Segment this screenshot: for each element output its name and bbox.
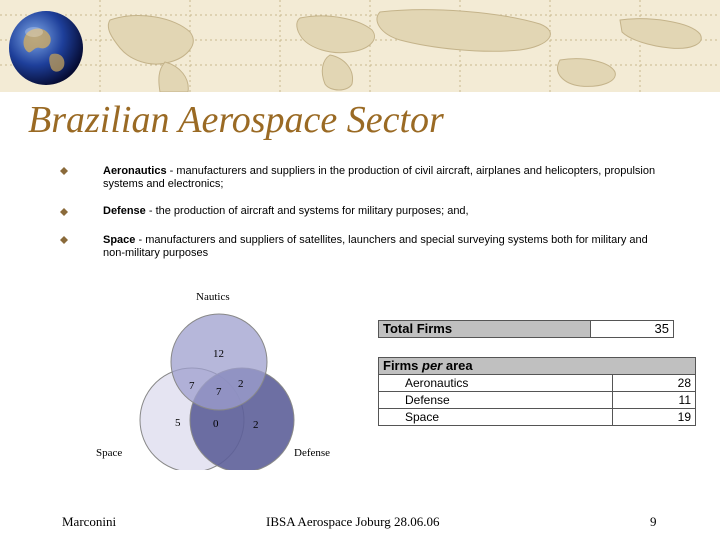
area-label: Aeronautics <box>379 375 613 392</box>
venn-count-all-three: 7 <box>216 386 222 398</box>
header-prefix: Firms <box>383 358 423 373</box>
map-grid <box>0 0 720 92</box>
table-row <box>379 409 696 426</box>
footer-event: IBSA Aerospace Joburg 28.06.06 <box>266 514 440 529</box>
area-value: 28 <box>613 375 696 392</box>
header-suffix: area <box>442 358 473 373</box>
footer-author: Marconini <box>62 514 117 529</box>
firms-per-area-header <box>379 358 696 375</box>
venn-diagram <box>0 280 360 470</box>
bullet-defense <box>103 205 663 218</box>
header-map-band <box>0 0 720 92</box>
venn-count-nautics-only: 12 <box>213 348 224 360</box>
venn-count-space-defense: 0 <box>213 418 219 430</box>
firms-per-area-table <box>378 357 696 426</box>
bullet-diamond-icon <box>60 236 68 244</box>
bullet-term: Defense <box>103 205 146 217</box>
table-row <box>379 321 674 338</box>
bullet-term: Aeronautics <box>103 165 167 177</box>
table-header-row <box>379 358 696 375</box>
bullet-diamond-icon <box>60 208 68 216</box>
area-label: Space <box>379 409 613 426</box>
bullet-text: - the production of aircraft and systems for military purposes; and, <box>145 205 469 217</box>
bullet-diamond-icon <box>60 167 68 175</box>
table-row <box>379 375 696 392</box>
total-firms-table <box>378 320 674 338</box>
footer-page-number: 9 <box>650 514 657 529</box>
slide-title: Brazilian Aerospace Sector <box>28 99 444 141</box>
venn-count-nautics-defense: 2 <box>238 378 244 390</box>
venn-label-nautics: Nautics <box>196 291 230 303</box>
total-firms-label: Total Firms <box>379 321 591 338</box>
globe-icon <box>6 8 86 88</box>
bullet-text: - manufacturers and suppliers of satellites, launchers and special surveying systems both for military and non-military purposes <box>103 234 648 259</box>
area-label: Defense <box>379 392 613 409</box>
area-value: 11 <box>613 392 696 409</box>
area-value: 19 <box>613 409 696 426</box>
bullet-space <box>103 234 663 260</box>
venn-label-defense: Defense <box>294 447 331 459</box>
venn-label-space: Space <box>96 447 123 459</box>
venn-count-nautics-space: 7 <box>189 380 195 392</box>
bullet-term: Space <box>103 234 136 246</box>
header-italic: per <box>422 358 443 373</box>
bullet-aeronautics <box>103 165 663 191</box>
venn-count-defense-only: 2 <box>253 419 259 431</box>
bullet-text: - manufacturers and suppliers in the production of civil aircraft, airplanes and helicopters, propulsion systems and electronics; <box>103 165 656 190</box>
table-row <box>379 392 696 409</box>
total-firms-value: 35 <box>591 321 674 338</box>
venn-count-space-only: 5 <box>175 417 181 429</box>
